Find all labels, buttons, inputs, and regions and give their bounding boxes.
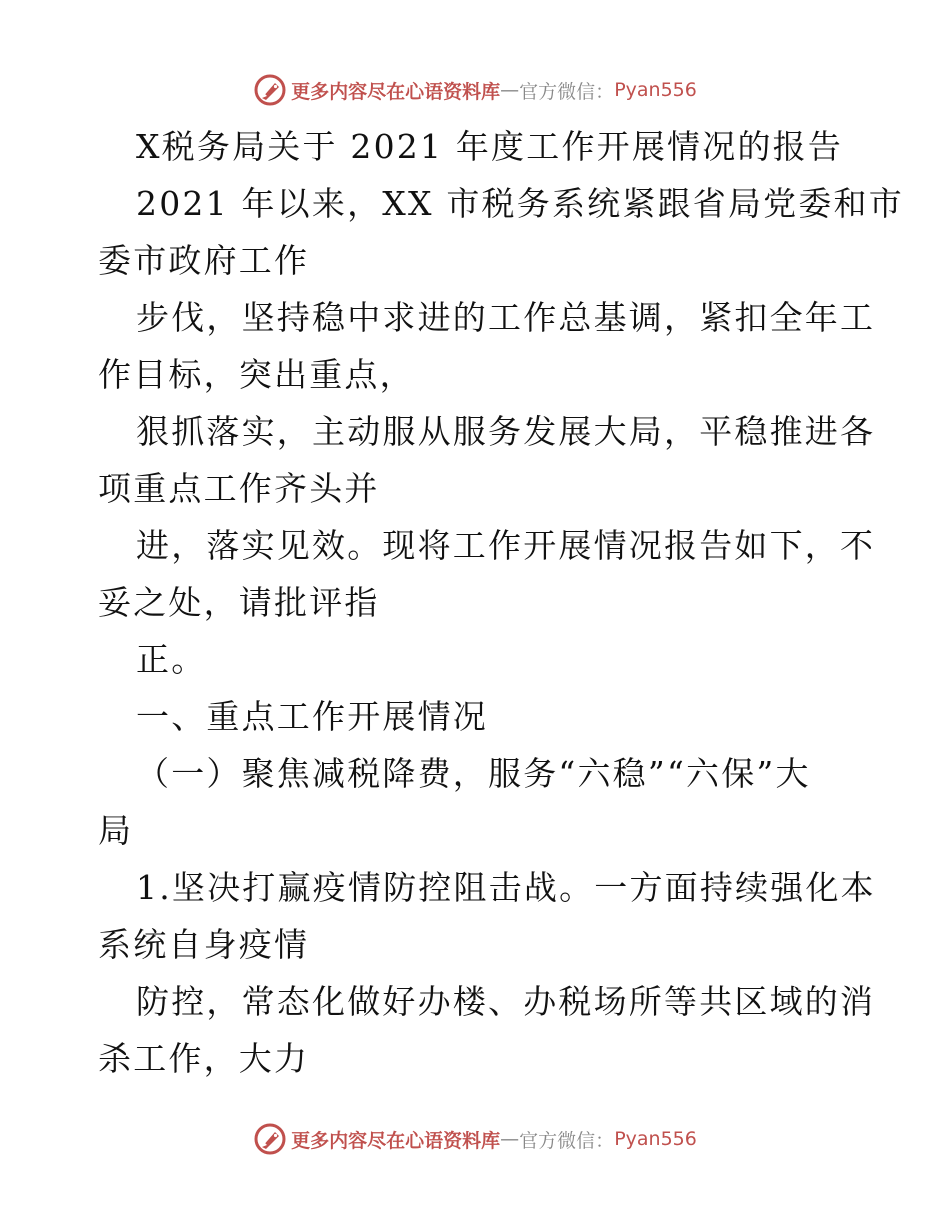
banner-wechat-label: 官方微信： bbox=[519, 1129, 615, 1152]
paragraph-line: 作目标，突出重点， bbox=[98, 355, 415, 394]
paragraph-line: 2021 年以来，XX 市税务系统紧跟省局党委和市 bbox=[136, 184, 904, 223]
paragraph-line: 妥之处，请批评指 bbox=[98, 583, 380, 622]
banner-dash: — bbox=[500, 1128, 520, 1150]
pen-nib-logo-icon bbox=[253, 73, 287, 107]
header-watermark-banner bbox=[0, 72, 950, 108]
paragraph-line: 步伐，坚持稳中求进的工作总基调，紧扣全年工 bbox=[136, 298, 876, 337]
paragraph-line: 狠抓落实，主动服从服务发展大局，平稳推进各 bbox=[136, 412, 876, 451]
paragraph-line: 委市政府工作 bbox=[98, 241, 310, 280]
banner-wechat-id: Pyan556 bbox=[614, 79, 697, 101]
footer-watermark-banner bbox=[0, 1121, 950, 1157]
banner-dash: — bbox=[500, 79, 520, 101]
document-body bbox=[98, 118, 904, 1087]
document-title: X税务局关于 2021 年度工作开展情况的报告 bbox=[136, 127, 844, 166]
banner-wechat-label: 官方微信： bbox=[519, 80, 615, 103]
pen-nib-logo-icon bbox=[253, 1122, 287, 1156]
paragraph-line: 正。 bbox=[136, 640, 207, 679]
paragraph-line: 杀工作，大力 bbox=[98, 1039, 310, 1078]
paragraph-line: 防控，常态化做好办楼、办税场所等共区域的消 bbox=[136, 982, 876, 1021]
paragraph-line: 1.坚决打赢疫情防控阻击战。一方面持续强化本 bbox=[136, 868, 876, 907]
banner-title: 更多内容尽在心语资料库 bbox=[291, 1129, 501, 1152]
paragraph-line: 系统自身疫情 bbox=[98, 925, 310, 964]
subsection-heading: （一）聚焦减税降费，服务“六稳”“六保”大 bbox=[136, 754, 811, 793]
banner-wechat-id: Pyan556 bbox=[614, 1128, 697, 1150]
paragraph-line: 进，落实见效。现将工作开展情况报告如下，不 bbox=[136, 526, 876, 565]
subsection-heading-continued: 局 bbox=[98, 811, 134, 850]
banner-title: 更多内容尽在心语资料库 bbox=[291, 80, 501, 103]
paragraph-line: 项重点工作齐头并 bbox=[98, 469, 380, 508]
section-heading: 一、重点工作开展情况 bbox=[136, 697, 488, 736]
